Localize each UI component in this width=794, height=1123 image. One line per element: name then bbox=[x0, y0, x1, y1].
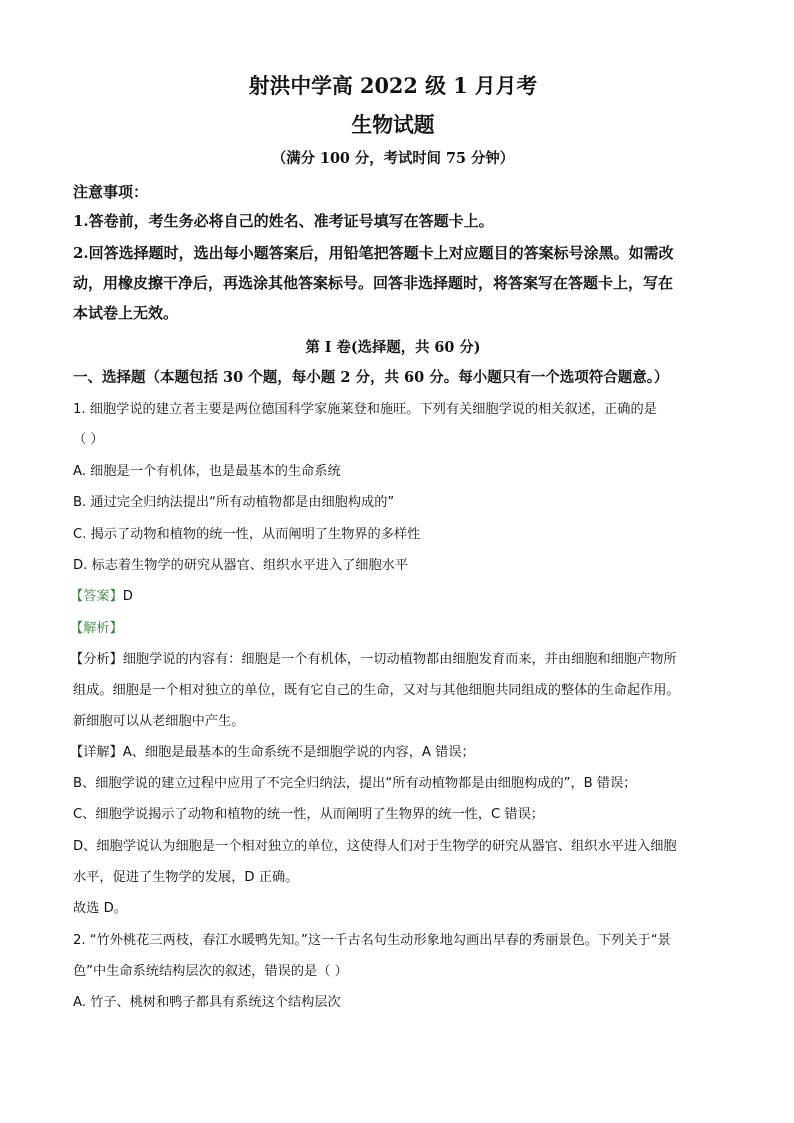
analysis-tag: 解析 bbox=[83, 621, 110, 636]
answer-value: D bbox=[122, 589, 133, 604]
q1-option-d: D. 标志着生物学的研究从器官、组织水平进入了细胞水平 bbox=[73, 558, 409, 573]
bracket-close: 】 bbox=[109, 621, 123, 636]
q1-detail-line-a bbox=[70, 746, 475, 759]
q1-stem-line-2: （ ） bbox=[73, 432, 104, 447]
answer-tag: 答案 bbox=[83, 589, 110, 604]
exam-title: 射洪中学高 2022 级 1 月月考 bbox=[248, 73, 538, 98]
q1-option-a: A. 细胞是一个有机体，也是最基本的生命系统 bbox=[73, 464, 341, 479]
q2-option-a: A. 竹子、桃树和鸭子都具有系统这个结构层次 bbox=[73, 995, 341, 1010]
section-heading: 一、选择题（本题包括 30 个题，每小题 2 分，共 60 分。每小题只有一个选项符合题意。） bbox=[73, 369, 669, 386]
fenxi-text-1: 细胞学说的内容有：细胞是一个有机体，一切动植物都由细胞发育而来，并由细胞和细胞产物所 bbox=[122, 652, 677, 667]
q1-fenxi-line-2: 组成。细胞是一个相对独立的单位，既有它自己的生命，又对与其他细胞共同组成的整体的生命起作用。 bbox=[73, 683, 680, 698]
detail-tag: 详解 bbox=[83, 745, 110, 760]
bracket-open: 【 bbox=[70, 652, 84, 667]
exam-info: （满分 100 分，考试时间 75 分钟） bbox=[271, 150, 515, 167]
q1-option-b: B. 通过完全归纳法提出“所有动植物都是由细胞构成的” bbox=[73, 495, 395, 510]
notice-line-2a: 2.回答选择题时，选出每小题答案后，用铅笔把答题卡上对应题目的答案标号涂黑。如需改 bbox=[73, 244, 674, 262]
bracket-close: 】 bbox=[109, 745, 123, 760]
q1-analysis-heading bbox=[70, 622, 123, 635]
q1-fenxi-line-1 bbox=[70, 653, 677, 666]
bracket-open: 【 bbox=[70, 621, 84, 636]
detail-text-a: A、细胞是最基本的生命系统不是细胞学说的内容，A 错误； bbox=[122, 745, 475, 760]
notice-line-2b: 动，用橡皮擦干净后，再选涂其他答案标号。回答非选择题时，将答案写在答题卡上，写在 bbox=[73, 274, 674, 292]
q1-fenxi-line-3: 新细胞可以从老细胞中产生。 bbox=[73, 714, 245, 729]
fenxi-tag: 分析 bbox=[83, 652, 110, 667]
bracket-open: 【 bbox=[70, 745, 84, 760]
bracket-open: 【 bbox=[70, 589, 84, 604]
q1-option-c: C. 揭示了动物和植物的统一性，从而阐明了生物界的多样性 bbox=[73, 527, 421, 542]
q2-stem-line-1: 2. “竹外桃花三两枝，春江水暖鸭先知。”这一千古名句生动形象地勾画出早春的秀丽景色。下列关于“景 bbox=[73, 933, 671, 948]
notice-line-1: 1.答卷前，考生务必将自己的姓名、准考证号填写在答题卡上。 bbox=[73, 212, 494, 230]
q1-detail-line-d2: 水平，促进了生物学的发展，D 正确。 bbox=[73, 870, 299, 885]
q1-detail-line-c: C、细胞学说揭示了动物和植物的统一性，从而阐明了生物界的统一性，C 错误； bbox=[73, 807, 544, 822]
notice-line-2c: 本试卷上无效。 bbox=[73, 304, 179, 322]
q1-detail-line-b: B、细胞学说的建立过程中应用了不完全归纳法，提出“所有动植物都是由细胞构成的”，B 错误； bbox=[73, 776, 637, 791]
q1-detail-line-d1: D、细胞学说认为细胞是一个相对独立的单位，这使得人们对于生物学的研究从器官、组织水平进入细胞 bbox=[73, 839, 677, 854]
notice-heading: 注意事项： bbox=[73, 183, 149, 201]
bracket-close: 】 bbox=[109, 589, 123, 604]
q2-stem-line-2: 色”中生命系统结构层次的叙述，错误的是（ ） bbox=[73, 964, 348, 979]
subject-title: 生物试题 bbox=[351, 112, 435, 137]
q1-answer bbox=[70, 590, 133, 603]
part1-title: 第 I 卷(选择题，共 60 分) bbox=[305, 339, 481, 356]
q1-conclusion: 故选 D。 bbox=[73, 901, 127, 916]
q1-stem-line-1: 1. 细胞学说的建立者主要是两位德国科学家施莱登和施旺。下列有关细胞学说的相关叙述，正确的是 bbox=[73, 402, 657, 417]
bracket-close: 】 bbox=[109, 652, 123, 667]
